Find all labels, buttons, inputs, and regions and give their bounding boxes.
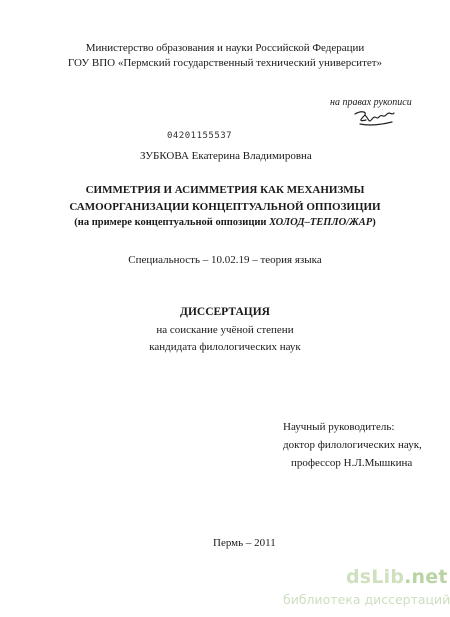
supervisor-name: профессор Н.Л.Мышкина (291, 457, 413, 469)
title-line-1: СИММЕТРИЯ И АСИММЕТРИЯ КАК МЕХАНИЗМЫ (85, 184, 365, 196)
degree-line-2: кандидата филологических наук (149, 341, 301, 353)
title-line-3 (0, 217, 450, 228)
manuscript-rights-note: на правах рукописи (330, 97, 412, 108)
title-subtitle-prefix: (на примере концептуальной оппозиции (74, 217, 270, 228)
watermark-tagline: библиотека диссертаций (283, 592, 450, 607)
city-year: Пермь – 2011 (213, 537, 276, 549)
supervisor-label: Научный руководитель: (283, 421, 395, 433)
watermark-logo (346, 566, 448, 588)
title-subtitle-suffix: ) (372, 217, 376, 228)
document-type: ДИССЕРТАЦИЯ (180, 306, 270, 318)
university-name: ГОУ ВПО «Пермский государственный технический университет» (67, 57, 383, 69)
archive-code: 04201155537 (167, 131, 233, 141)
title-subtitle-opposition: ХОЛОД–ТЕПЛО/ЖАР (269, 217, 373, 228)
author-name: ЗУБКОВА Екатерина Владимировна (140, 150, 312, 162)
ministry-name: Министерство образования и науки Российской Федерации (85, 42, 365, 54)
title-line-2: САМООРГАНИЗАЦИИ КОНЦЕПТУАЛЬНОЙ ОППОЗИЦИИ (69, 201, 381, 213)
handwritten-signature (352, 106, 396, 130)
supervisor-degree: доктор филологических наук, (283, 439, 422, 451)
specialty: Специальность – 10.02.19 – теория языка (128, 254, 322, 266)
supervisor-block (283, 418, 422, 472)
degree-line-1: на соискание учёной степени (156, 324, 294, 336)
watermark-logo-main: dsLib (346, 566, 405, 588)
watermark-logo-suffix: .net (404, 566, 448, 588)
